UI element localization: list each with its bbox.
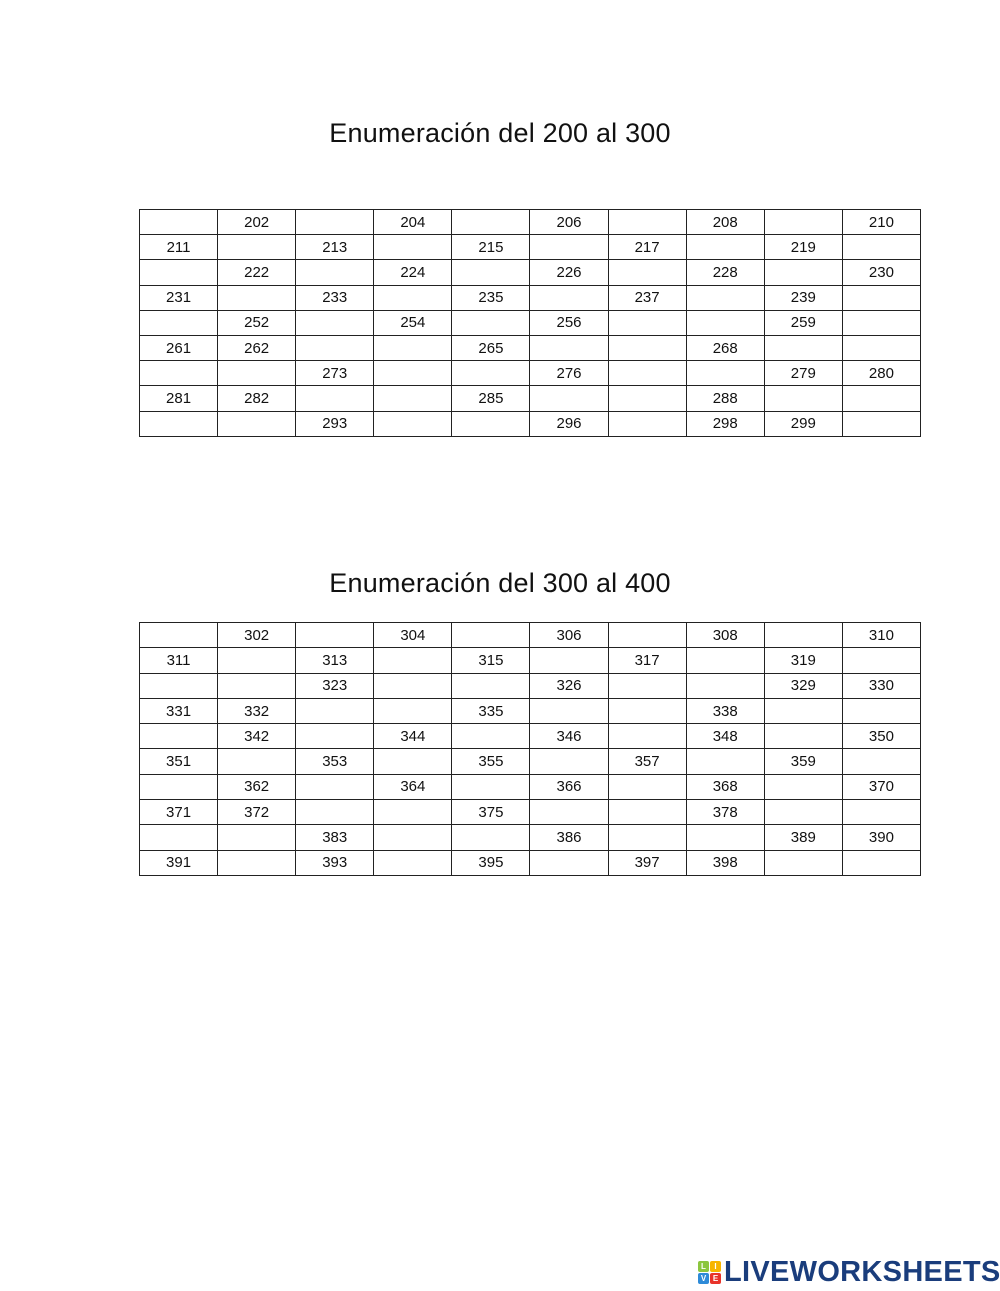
blank-answer-cell[interactable] [530, 850, 608, 875]
blank-answer-cell[interactable] [686, 749, 764, 774]
number-cell: 215 [452, 235, 530, 260]
table-row [140, 673, 921, 698]
blank-answer-cell[interactable] [296, 386, 374, 411]
blank-answer-cell[interactable] [218, 825, 296, 850]
blank-answer-cell[interactable] [140, 411, 218, 436]
number-cell: 371 [140, 800, 218, 825]
number-cell: 285 [452, 386, 530, 411]
blank-answer-cell[interactable] [452, 411, 530, 436]
number-cell: 331 [140, 698, 218, 723]
blank-answer-cell[interactable] [140, 623, 218, 648]
number-cell: 204 [374, 210, 452, 235]
blank-answer-cell[interactable] [686, 673, 764, 698]
blank-answer-cell[interactable] [764, 724, 842, 749]
blank-answer-cell[interactable] [140, 361, 218, 386]
blank-answer-cell[interactable] [530, 285, 608, 310]
blank-answer-cell[interactable] [530, 235, 608, 260]
number-cell: 296 [530, 411, 608, 436]
number-table-300-400 [139, 622, 921, 876]
logo-blocks-icon [698, 1261, 721, 1284]
blank-answer-cell[interactable] [686, 825, 764, 850]
number-cell: 256 [530, 310, 608, 335]
table-row [140, 310, 921, 335]
blank-answer-cell[interactable] [608, 623, 686, 648]
number-cell: 299 [764, 411, 842, 436]
blank-answer-cell[interactable] [842, 235, 920, 260]
liveworksheets-logo [698, 1256, 1000, 1289]
number-cell: 254 [374, 310, 452, 335]
blank-answer-cell[interactable] [296, 310, 374, 335]
number-cell: 355 [452, 749, 530, 774]
number-cell: 329 [764, 673, 842, 698]
blank-answer-cell[interactable] [842, 411, 920, 436]
number-cell: 262 [218, 335, 296, 360]
blank-answer-cell[interactable] [686, 361, 764, 386]
blank-answer-cell[interactable] [218, 235, 296, 260]
blank-answer-cell[interactable] [764, 774, 842, 799]
blank-answer-cell[interactable] [452, 361, 530, 386]
number-cell: 288 [686, 386, 764, 411]
blank-answer-cell[interactable] [218, 850, 296, 875]
blank-answer-cell[interactable] [374, 800, 452, 825]
blank-answer-cell[interactable] [374, 749, 452, 774]
number-cell: 391 [140, 850, 218, 875]
table-row [140, 623, 921, 648]
number-cell: 208 [686, 210, 764, 235]
number-cell: 323 [296, 673, 374, 698]
table-row [140, 774, 921, 799]
number-cell: 210 [842, 210, 920, 235]
blank-answer-cell[interactable] [296, 335, 374, 360]
number-cell: 235 [452, 285, 530, 310]
blank-answer-cell[interactable] [218, 749, 296, 774]
number-cell: 298 [686, 411, 764, 436]
number-cell: 252 [218, 310, 296, 335]
blank-answer-cell[interactable] [608, 335, 686, 360]
number-cell: 372 [218, 800, 296, 825]
blank-answer-cell[interactable] [608, 698, 686, 723]
blank-answer-cell[interactable] [218, 673, 296, 698]
blank-answer-cell[interactable] [218, 411, 296, 436]
number-cell: 308 [686, 623, 764, 648]
number-cell: 279 [764, 361, 842, 386]
number-cell: 202 [218, 210, 296, 235]
number-cell: 217 [608, 235, 686, 260]
blank-answer-cell[interactable] [764, 698, 842, 723]
number-cell: 293 [296, 411, 374, 436]
blank-answer-cell[interactable] [140, 673, 218, 698]
number-cell: 338 [686, 698, 764, 723]
blank-answer-cell[interactable] [608, 210, 686, 235]
blank-answer-cell[interactable] [140, 210, 218, 235]
blank-answer-cell[interactable] [764, 800, 842, 825]
blank-answer-cell[interactable] [452, 774, 530, 799]
blank-answer-cell[interactable] [218, 285, 296, 310]
blank-answer-cell[interactable] [608, 774, 686, 799]
blank-answer-cell[interactable] [218, 648, 296, 673]
blank-answer-cell[interactable] [842, 749, 920, 774]
number-cell: 359 [764, 749, 842, 774]
table-row [140, 698, 921, 723]
number-cell: 397 [608, 850, 686, 875]
blank-answer-cell[interactable] [452, 260, 530, 285]
logo-text: LIVEWORKSHEETS [724, 1256, 1000, 1288]
blank-answer-cell[interactable] [218, 361, 296, 386]
table-row [140, 749, 921, 774]
blank-answer-cell[interactable] [374, 361, 452, 386]
blank-answer-cell[interactable] [374, 825, 452, 850]
blank-answer-cell[interactable] [608, 361, 686, 386]
table-row [140, 648, 921, 673]
blank-answer-cell[interactable] [842, 310, 920, 335]
blank-answer-cell[interactable] [374, 335, 452, 360]
table-row [140, 210, 921, 235]
number-cell: 311 [140, 648, 218, 673]
number-cell: 222 [218, 260, 296, 285]
number-cell: 357 [608, 749, 686, 774]
number-cell: 370 [842, 774, 920, 799]
number-cell: 364 [374, 774, 452, 799]
number-cell: 261 [140, 335, 218, 360]
blank-answer-cell[interactable] [842, 648, 920, 673]
number-cell: 368 [686, 774, 764, 799]
number-cell: 304 [374, 623, 452, 648]
number-cell: 383 [296, 825, 374, 850]
number-cell: 302 [218, 623, 296, 648]
number-cell: 230 [842, 260, 920, 285]
blank-answer-cell[interactable] [686, 235, 764, 260]
table-row [140, 411, 921, 436]
blank-answer-cell[interactable] [296, 260, 374, 285]
table-row [140, 800, 921, 825]
blank-answer-cell[interactable] [530, 800, 608, 825]
blank-answer-cell[interactable] [764, 386, 842, 411]
number-cell: 231 [140, 285, 218, 310]
blank-answer-cell[interactable] [140, 774, 218, 799]
worksheet-title-300-400: Enumeración del 300 al 400 [329, 568, 671, 598]
table-row [140, 386, 921, 411]
blank-answer-cell[interactable] [608, 386, 686, 411]
blank-answer-cell[interactable] [374, 386, 452, 411]
table-row [140, 724, 921, 749]
number-cell: 213 [296, 235, 374, 260]
blank-answer-cell[interactable] [452, 825, 530, 850]
number-cell: 393 [296, 850, 374, 875]
blank-answer-cell[interactable] [530, 749, 608, 774]
table-row [140, 361, 921, 386]
number-cell: 398 [686, 850, 764, 875]
number-cell: 281 [140, 386, 218, 411]
number-cell: 268 [686, 335, 764, 360]
number-cell: 330 [842, 673, 920, 698]
blank-answer-cell[interactable] [452, 210, 530, 235]
blank-answer-cell[interactable] [764, 335, 842, 360]
blank-answer-cell[interactable] [530, 386, 608, 411]
blank-answer-cell[interactable] [608, 724, 686, 749]
blank-answer-cell[interactable] [686, 285, 764, 310]
number-cell: 346 [530, 724, 608, 749]
number-cell: 362 [218, 774, 296, 799]
blank-answer-cell[interactable] [296, 623, 374, 648]
number-cell: 280 [842, 361, 920, 386]
blank-answer-cell[interactable] [296, 698, 374, 723]
number-cell: 313 [296, 648, 374, 673]
blank-answer-cell[interactable] [296, 800, 374, 825]
logo-block: V [698, 1273, 709, 1284]
blank-answer-cell[interactable] [764, 623, 842, 648]
blank-answer-cell[interactable] [686, 310, 764, 335]
number-cell: 259 [764, 310, 842, 335]
number-cell: 344 [374, 724, 452, 749]
blank-answer-cell[interactable] [452, 623, 530, 648]
number-cell: 239 [764, 285, 842, 310]
number-cell: 366 [530, 774, 608, 799]
table-row [140, 850, 921, 875]
blank-answer-cell[interactable] [608, 800, 686, 825]
blank-answer-cell[interactable] [452, 724, 530, 749]
number-cell: 389 [764, 825, 842, 850]
blank-answer-cell[interactable] [530, 648, 608, 673]
number-cell: 332 [218, 698, 296, 723]
number-cell: 276 [530, 361, 608, 386]
number-cell: 310 [842, 623, 920, 648]
blank-answer-cell[interactable] [764, 210, 842, 235]
number-cell: 273 [296, 361, 374, 386]
blank-answer-cell[interactable] [452, 310, 530, 335]
number-cell: 390 [842, 825, 920, 850]
number-cell: 206 [530, 210, 608, 235]
blank-answer-cell[interactable] [842, 698, 920, 723]
blank-answer-cell[interactable] [374, 235, 452, 260]
logo-block: I [710, 1261, 721, 1272]
number-cell: 317 [608, 648, 686, 673]
number-cell: 306 [530, 623, 608, 648]
table-row [140, 285, 921, 310]
blank-answer-cell[interactable] [140, 825, 218, 850]
number-cell: 237 [608, 285, 686, 310]
logo-block: L [698, 1261, 709, 1272]
number-cell: 375 [452, 800, 530, 825]
number-cell: 395 [452, 850, 530, 875]
blank-answer-cell[interactable] [608, 673, 686, 698]
blank-answer-cell[interactable] [764, 850, 842, 875]
blank-answer-cell[interactable] [296, 724, 374, 749]
table-row [140, 260, 921, 285]
blank-answer-cell[interactable] [842, 386, 920, 411]
number-cell: 378 [686, 800, 764, 825]
blank-answer-cell[interactable] [140, 724, 218, 749]
number-cell: 224 [374, 260, 452, 285]
table-row [140, 335, 921, 360]
number-cell: 226 [530, 260, 608, 285]
blank-answer-cell[interactable] [842, 850, 920, 875]
blank-answer-cell[interactable] [686, 648, 764, 673]
number-cell: 319 [764, 648, 842, 673]
number-cell: 386 [530, 825, 608, 850]
number-cell: 350 [842, 724, 920, 749]
blank-answer-cell[interactable] [530, 335, 608, 360]
logo-block: E [710, 1273, 721, 1284]
blank-answer-cell[interactable] [452, 673, 530, 698]
number-cell: 342 [218, 724, 296, 749]
blank-answer-cell[interactable] [608, 411, 686, 436]
table-row [140, 825, 921, 850]
number-cell: 233 [296, 285, 374, 310]
number-cell: 282 [218, 386, 296, 411]
blank-answer-cell[interactable] [296, 210, 374, 235]
number-cell: 315 [452, 648, 530, 673]
number-table-200-300 [139, 209, 921, 437]
number-cell: 228 [686, 260, 764, 285]
blank-answer-cell[interactable] [140, 310, 218, 335]
blank-answer-cell[interactable] [842, 800, 920, 825]
number-cell: 348 [686, 724, 764, 749]
blank-answer-cell[interactable] [374, 698, 452, 723]
blank-answer-cell[interactable] [764, 260, 842, 285]
number-cell: 351 [140, 749, 218, 774]
blank-answer-cell[interactable] [374, 285, 452, 310]
blank-answer-cell[interactable] [608, 260, 686, 285]
number-cell: 265 [452, 335, 530, 360]
table-row [140, 235, 921, 260]
number-cell: 335 [452, 698, 530, 723]
blank-answer-cell[interactable] [530, 698, 608, 723]
number-cell: 211 [140, 235, 218, 260]
number-cell: 353 [296, 749, 374, 774]
blank-answer-cell[interactable] [374, 411, 452, 436]
blank-answer-cell[interactable] [608, 310, 686, 335]
number-cell: 219 [764, 235, 842, 260]
blank-answer-cell[interactable] [140, 260, 218, 285]
blank-answer-cell[interactable] [296, 774, 374, 799]
blank-answer-cell[interactable] [842, 335, 920, 360]
blank-answer-cell[interactable] [374, 850, 452, 875]
worksheet-title-200-300: Enumeración del 200 al 300 [329, 118, 671, 148]
blank-answer-cell[interactable] [608, 825, 686, 850]
blank-answer-cell[interactable] [842, 285, 920, 310]
number-cell: 326 [530, 673, 608, 698]
blank-answer-cell[interactable] [374, 648, 452, 673]
blank-answer-cell[interactable] [374, 673, 452, 698]
